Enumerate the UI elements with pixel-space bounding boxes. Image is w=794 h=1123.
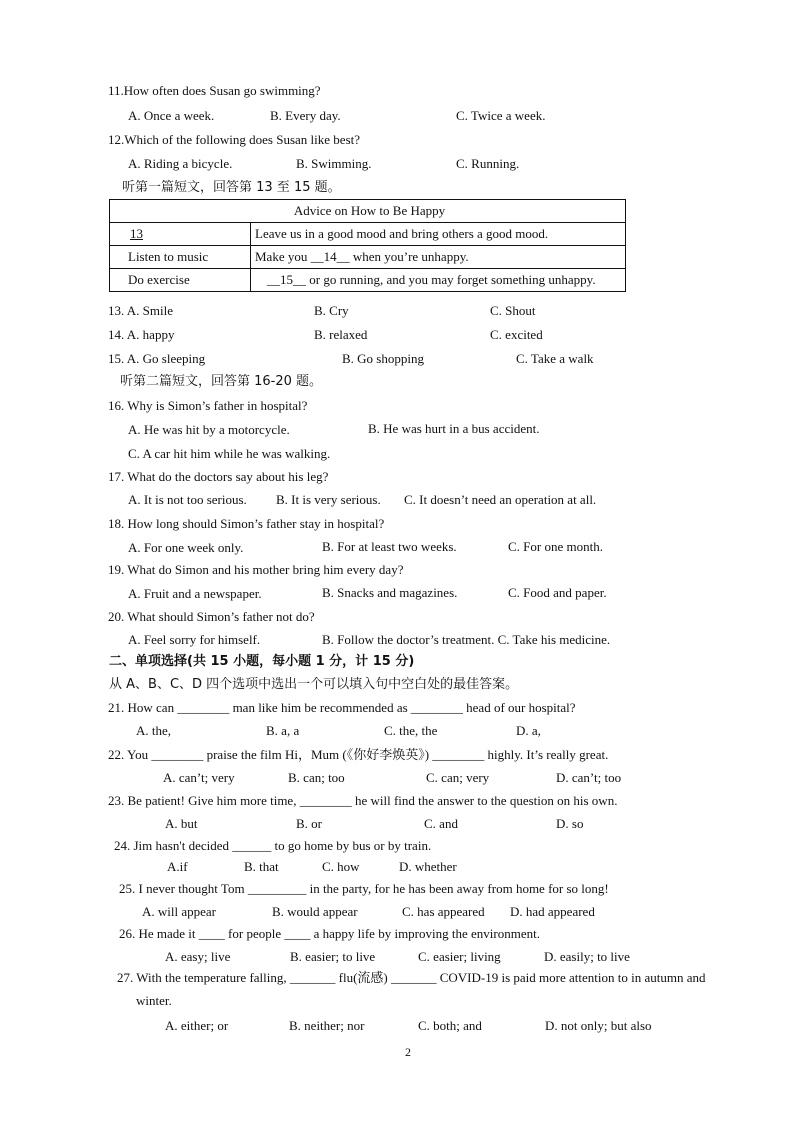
q18-option-a: A. For one week only. [128, 540, 244, 555]
q17-option-c: C. It doesn’t need an operation at all. [404, 492, 597, 507]
question-19: 19. What do Simon and his mother bring him every day? [108, 562, 404, 577]
question-17: 17. What do the doctors say about his leg? [108, 469, 329, 484]
question-14: 14. A. happy [108, 327, 175, 342]
q26-option-d: D. easily; to live [544, 949, 630, 964]
q11-option-b: B. Every day. [270, 108, 341, 123]
q21-option-b: B. a, a [266, 723, 300, 738]
q22-option-a: A. can’t; very [163, 770, 235, 785]
q11-option-a: A. Once a week. [128, 108, 215, 123]
q20-option-a: A. Feel sorry for himself. [128, 632, 261, 647]
question-23: 23. Be patient! Give him more time, ________ he will find the answer to the question on his own. [108, 793, 618, 808]
table-row-2-right: Make you __14__ when you’re unhappy. [251, 246, 626, 269]
q23-option-d: D. so [556, 816, 584, 831]
question-15: 15. A. Go sleeping [108, 351, 206, 366]
q22-option-c: C. can; very [426, 770, 490, 785]
q12-option-b: B. Swimming. [296, 156, 372, 171]
passage-2-instruction: 听第二篇短文，回答第 16-20 题。 [120, 374, 323, 389]
q27-option-b: B. neither; nor [289, 1018, 365, 1033]
question-18: 18. How long should Simon’s father stay in hospital? [108, 516, 385, 531]
q14-option-c: C. excited [490, 327, 543, 342]
question-16: 16. Why is Simon’s father in hospital? [108, 398, 308, 413]
q21-option-c: C. the, the [384, 723, 438, 738]
q21-option-a: A. the, [136, 723, 172, 738]
q22-option-b: B. can; too [288, 770, 345, 785]
table-title: Advice on How to Be Happy [110, 200, 626, 223]
q25-option-a: A. will appear [142, 904, 217, 919]
q14-option-b: B. relaxed [314, 327, 368, 342]
passage-1-instruction: 听第一篇短文，回答第 13 至 15 题。 [122, 180, 341, 195]
q18-option-c: C. For one month. [508, 539, 603, 554]
question-25: 25. I never thought Tom _________ in the party, for he has been away from home for so long! [119, 881, 609, 896]
q24-option-c: C. how [322, 859, 360, 874]
question-11: 11.How often does Susan go swimming? [108, 83, 321, 98]
q24-option-b: B. that [244, 859, 279, 874]
question-27-continued: winter. [136, 993, 172, 1008]
q18-option-b: B. For at least two weeks. [322, 539, 457, 554]
q16-option-a: A. He was hit by a motorcycle. [128, 422, 290, 437]
q16-option-b: B. He was hurt in a bus accident. [368, 421, 540, 436]
q24-option-a: A.if [167, 859, 188, 874]
page-number: 2 [405, 1045, 411, 1059]
q20-option-bc: B. Follow the doctor’s treatment. C. Take his medicine. [322, 632, 611, 647]
question-27: 27. With the temperature falling, _______ flu(流感) _______ COVID-19 is paid more attention to in autumn and [117, 970, 706, 985]
q27-option-d: D. not only; but also [545, 1018, 652, 1033]
q26-option-c: C. easier; living [418, 949, 501, 964]
question-12: 12.Which of the following does Susan like best? [108, 132, 361, 147]
q27-option-c: C. both; and [418, 1018, 482, 1033]
q25-option-c: C. has appeared [402, 904, 485, 919]
q12-option-c: C. Running. [456, 156, 520, 171]
q26-option-a: A. easy; live [165, 949, 231, 964]
q11-option-c: C. Twice a week. [456, 108, 546, 123]
q19-option-a: A. Fruit and a newspaper. [128, 586, 262, 601]
question-22: 22. You ________ praise the film Hi，Mum (《你好李焕英》) ________ highly. It’s really great. [108, 747, 609, 762]
q16-option-c: C. A car hit him while he was walking. [128, 446, 331, 461]
q24-option-d: D. whether [399, 859, 457, 874]
table-row-3-left: Do exercise [110, 269, 251, 292]
q13-option-b: B. Cry [314, 303, 349, 318]
q15-option-c: C. Take a walk [516, 351, 594, 366]
q25-option-b: B. would appear [272, 904, 358, 919]
q25-option-d: D. had appeared [510, 904, 595, 919]
q23-option-c: C. and [424, 816, 458, 831]
table-row-2-left: Listen to music [110, 246, 251, 269]
q19-option-b: B. Snacks and magazines. [322, 585, 458, 600]
table-row-1-left: 13 [110, 223, 251, 246]
part-2-instruction: 从 A、B、C、D 四个选项中选出一个可以填入句中空白处的最佳答案。 [109, 677, 519, 692]
question-24: 24. Jim hasn't decided ______ to go home by bus or by train. [114, 838, 432, 853]
q19-option-c: C. Food and paper. [508, 585, 607, 600]
q23-option-b: B. or [296, 816, 322, 831]
q26-option-b: B. easier; to live [290, 949, 376, 964]
question-21: 21. How can ________ man like him be recommended as ________ head of our hospital? [108, 700, 576, 715]
q12-option-a: A. Riding a bicycle. [128, 156, 233, 171]
q13-option-c: C. Shout [490, 303, 536, 318]
q15-option-b: B. Go shopping [342, 351, 424, 366]
question-13: 13. A. Smile [108, 303, 174, 318]
part-2-title: 二、单项选择(共 15 小题，每小题 1 分，计 15 分) [109, 654, 415, 669]
table-row-3-right: __15__ or go running, and you may forget something unhappy. [251, 269, 626, 292]
q27-option-a: A. either; or [165, 1018, 229, 1033]
q22-option-d: D. can’t; too [556, 770, 622, 785]
question-26: 26. He made it ____ for people ____ a happy life by improving the environment. [119, 926, 540, 941]
q17-option-b: B. It is very serious. [276, 492, 381, 507]
table-row-1-right: Leave us in a good mood and bring others a good mood. [251, 223, 626, 246]
q23-option-a: A. but [165, 816, 198, 831]
advice-table [109, 199, 626, 292]
question-20: 20. What should Simon’s father not do? [108, 609, 315, 624]
q21-option-d: D. a, [516, 723, 541, 738]
q17-option-a: A. It is not too serious. [128, 492, 247, 507]
